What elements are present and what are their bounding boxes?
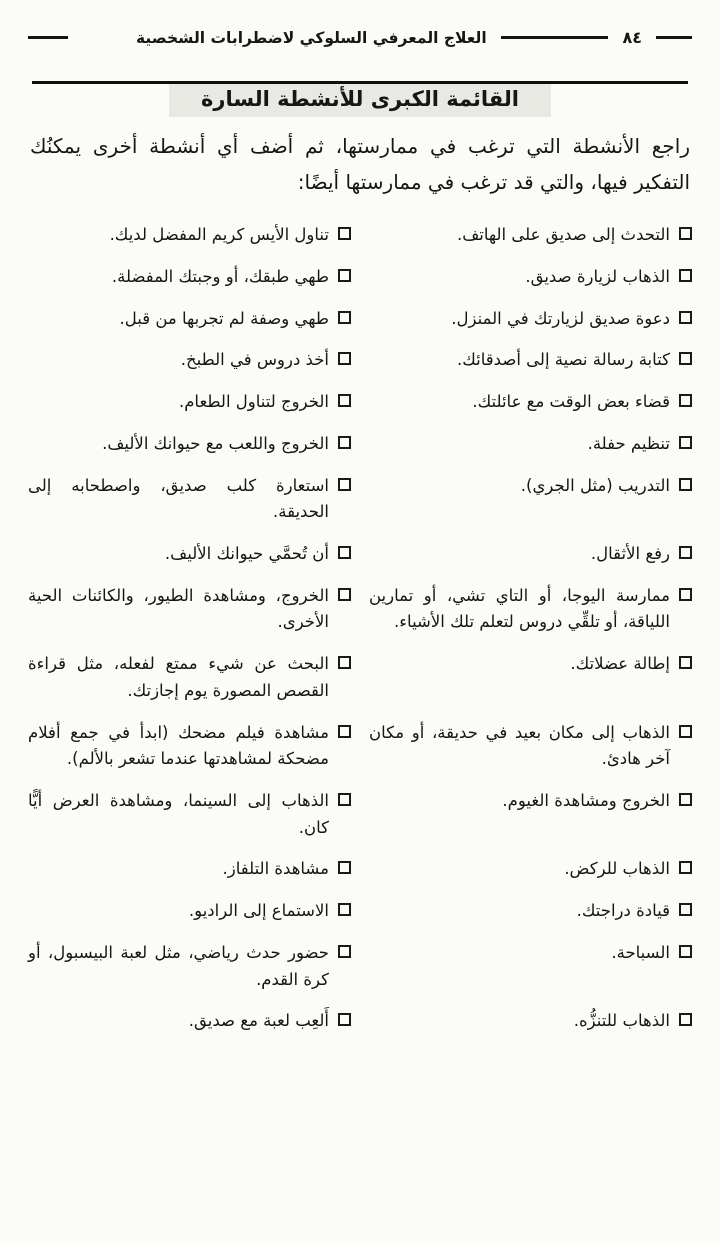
page-header (28, 28, 692, 47)
checklist-item (28, 651, 351, 704)
checklist-row (28, 898, 692, 925)
checklist-row (28, 264, 692, 291)
checklist-item (369, 583, 692, 636)
checkbox[interactable] (338, 1013, 351, 1026)
intro-paragraph: راجع الأنشطة التي ترغب في ممارستها، ثم أضف أي أنشطة أخرى يمكنُك التفكير فيها، والتي قد ترغب في ممارستها أيضًا: (30, 134, 690, 194)
checklist-row (28, 583, 692, 636)
checkbox[interactable] (679, 352, 692, 365)
checkbox[interactable] (338, 861, 351, 874)
checklist-item-label: طهي طبقك، أو وجبتك المفضلة. (111, 266, 329, 286)
checkbox[interactable] (338, 352, 351, 365)
checklist-row (28, 651, 692, 704)
checklist-item (369, 389, 692, 416)
checklist-item-label: الذهاب إلى السينما، ومشاهدة العرض أيًّا كان. (28, 790, 329, 837)
header-rule-line (501, 36, 609, 39)
checkbox[interactable] (679, 227, 692, 240)
checklist-item (369, 473, 692, 500)
checklist-row (28, 389, 692, 416)
checklist-item (369, 264, 692, 291)
checklist-item-label: إطالة عضلاتك. (570, 654, 670, 674)
checklist-row (28, 431, 692, 458)
checklist-item (369, 720, 692, 773)
checklist-item (369, 1008, 692, 1035)
checklist-item-label: الذهاب إلى مكان بعيد في حديقة، أو مكان آخر هادئ. (369, 722, 670, 769)
checklist-row (28, 347, 692, 374)
checklist-item-label: قضاء بعض الوقت مع عائلتك. (472, 392, 670, 412)
checklist-item-label: الذهاب لزيارة صديق. (525, 266, 670, 286)
checklist-item-label: كتابة رسالة نصية إلى أصدقائك. (457, 350, 670, 370)
checklist-item (28, 541, 351, 568)
section-title-wrap (28, 84, 692, 117)
checkbox[interactable] (679, 945, 692, 958)
checklist-item-label: مشاهدة التلفاز. (222, 859, 329, 879)
checklist-row (28, 720, 692, 773)
checklist-item-label: التدريب (مثل الجري). (520, 475, 670, 495)
checklist-item (28, 720, 351, 773)
checklist-item-label: استعارة كلب صديق، واصطحابه إلى الحديقة. (28, 475, 329, 522)
header-dash-left (28, 36, 68, 39)
checklist-item (28, 473, 351, 526)
checkbox[interactable] (338, 311, 351, 324)
checklist-item-label: السباحة. (611, 942, 670, 962)
checklist-item (28, 431, 351, 458)
checklist-item (369, 347, 692, 374)
checklist-item (28, 389, 351, 416)
checklist-row (28, 788, 692, 841)
checklist-item (28, 347, 351, 374)
checklist-item (28, 940, 351, 993)
checklist-item-label: الذهاب للركض. (564, 859, 670, 879)
checklist-row (28, 1008, 692, 1035)
checkbox[interactable] (338, 546, 351, 559)
checklist-item-label: قيادة دراجتك. (576, 901, 670, 921)
checkbox[interactable] (679, 436, 692, 449)
checklist-item (28, 898, 351, 925)
checkbox[interactable] (679, 588, 692, 601)
checkbox[interactable] (338, 945, 351, 958)
checkbox[interactable] (679, 725, 692, 738)
checklist-item (369, 306, 692, 333)
checklist-item-label: أخذ دروس في الطبخ. (180, 350, 329, 370)
checklist-item (28, 222, 351, 249)
checkbox[interactable] (338, 588, 351, 601)
checklist-item-label: رفع الأثقال. (590, 543, 670, 563)
checkbox[interactable] (338, 269, 351, 282)
checkbox[interactable] (338, 903, 351, 916)
checklist-item (369, 222, 692, 249)
page-number: ٨٤ (622, 28, 642, 47)
checklist-item-label: أن تُحمَّي حيوانك الأليف. (164, 543, 329, 563)
header-dash-right (656, 36, 692, 39)
checklist-item (369, 940, 692, 967)
checkbox[interactable] (679, 656, 692, 669)
checklist-row (28, 940, 692, 993)
checklist-item-label: الاستماع إلى الراديو. (188, 901, 329, 921)
checklist-row (28, 222, 692, 249)
checkbox[interactable] (338, 227, 351, 240)
checklist-row (28, 306, 692, 333)
checklist-item-label: الخروج لتناول الطعام. (178, 392, 329, 412)
checklist-item (369, 788, 692, 815)
checklist-item (369, 898, 692, 925)
checkbox[interactable] (679, 478, 692, 491)
checklist-item-label: الذهاب للتنزُّه. (573, 1011, 670, 1031)
checklist-item-label: الخروج ومشاهدة الغيوم. (502, 790, 670, 810)
checklist-item (369, 651, 692, 678)
checklist-item (28, 856, 351, 883)
checklist-item-label: أَلعِب لعبة مع صديق. (188, 1011, 329, 1031)
checklist-item-label: التحدث إلى صديق على الهاتف. (456, 225, 670, 245)
checklist-item-label: حضور حدث رياضي، مثل لعبة البيسبول، أو كرة القدم. (28, 942, 329, 989)
checkbox[interactable] (679, 861, 692, 874)
book-title: العلاج المعرفي السلوكي لاضطرابات الشخصية (136, 28, 487, 47)
checkbox[interactable] (679, 903, 692, 916)
checkbox[interactable] (338, 436, 351, 449)
checklist-item (369, 541, 692, 568)
checklist-item (28, 788, 351, 841)
checklist-item-label: تنظيم حفلة. (587, 433, 670, 453)
checkbox[interactable] (679, 793, 692, 806)
checklist-item-label: الخروج واللعب مع حيوانك الأليف. (102, 433, 329, 453)
activities-checklist (28, 222, 692, 1035)
checkbox[interactable] (338, 793, 351, 806)
checklist-item (28, 1008, 351, 1035)
checklist-item (28, 306, 351, 333)
checklist-item-label: تناول الأيس كريم المفضل لديك. (109, 225, 329, 245)
checklist-item (369, 856, 692, 883)
checkbox[interactable] (679, 394, 692, 407)
checkbox[interactable] (679, 311, 692, 324)
checklist-row (28, 856, 692, 883)
checklist-item-label: ممارسة اليوجا، أو التاي تشي، أو تمارين اللياقة، أو تلقِّي دروس لتعلم تلك الأشياء. (369, 585, 670, 632)
checkbox[interactable] (338, 656, 351, 669)
checklist-item-label: البحث عن شيء ممتع لفعله، مثل قراءة القصص المصورة يوم إجازتك. (28, 654, 329, 700)
checklist-row (28, 473, 692, 526)
checkbox[interactable] (338, 394, 351, 407)
checkbox[interactable] (679, 1013, 692, 1026)
checkbox[interactable] (679, 546, 692, 559)
checklist-item-label: دعوة صديق لزيارتك في المنزل. (451, 308, 670, 328)
section-title: القائمة الكبرى للأنشطة السارة (169, 84, 551, 117)
checklist-item-label: الخروج، ومشاهدة الطيور، والكائنات الحية الأخرى. (28, 585, 329, 632)
checklist-item-label: مشاهدة فيلم مضحك (ابدأ في جمع أفلام مضحكة لمشاهدتها عندما تشعر بالألم). (28, 722, 329, 769)
checklist-item (369, 431, 692, 458)
checklist-item-label: طهي وصفة لم تجربها من قبل. (119, 308, 329, 328)
checklist-item (28, 264, 351, 291)
checkbox[interactable] (338, 478, 351, 491)
checkbox[interactable] (338, 725, 351, 738)
checklist-row (28, 541, 692, 568)
checklist-item (28, 583, 351, 636)
checkbox[interactable] (679, 269, 692, 282)
